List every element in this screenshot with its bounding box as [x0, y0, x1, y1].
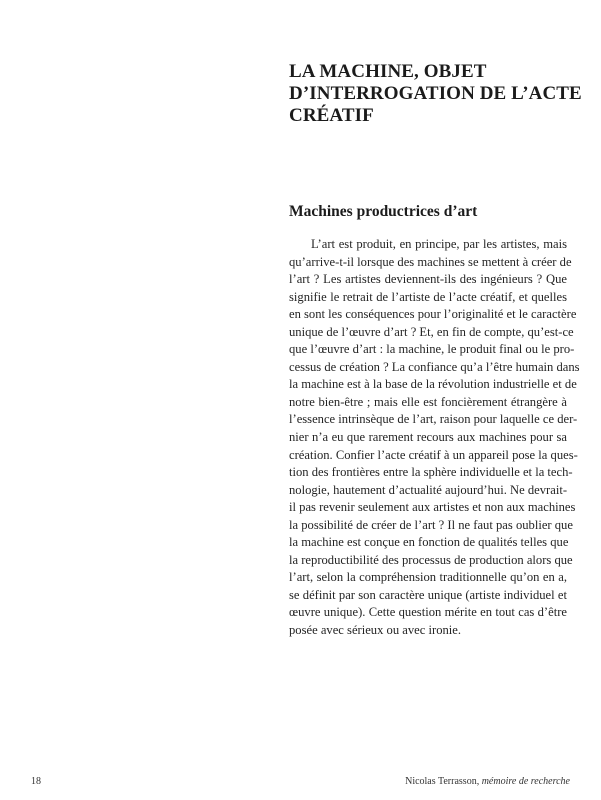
body-line: il pas revenir seulement aux artistes et non aux machines [289, 500, 576, 515]
footer-work-title: mémoire de recherche [481, 776, 570, 787]
body-line: en sont les conséquences pour l’originalité et le caractère [289, 307, 577, 322]
body-line: signifie le retrait de l’artiste de l’acte créatif, et quelles [289, 289, 567, 304]
body-line: nier n’a eu que rarement recours aux machines pour sa [289, 430, 567, 445]
body-line: unique de l’œuvre d’art ? Et, en fin de compte, qu’est-ce [289, 324, 574, 339]
chapter-title-line: D’INTERROGATION DE L’ACTE [289, 83, 582, 104]
body-line: la possibilité de créer de l’art ? Il ne faut pas oublier que [289, 517, 573, 532]
body-line: cessus de création ? La confiance qu’a l’être humain dans [289, 359, 580, 374]
body-line: L’art est produit, en principe, par les artistes, mais [311, 237, 567, 251]
body-paragraph [289, 236, 580, 640]
body-line: la reproductibilité des processus de production alors que [289, 552, 573, 567]
body-line: posée avec sérieux ou avec ironie. [289, 623, 462, 638]
footer-author: Nicolas Terrasson, [405, 776, 482, 787]
body-line: se définit par son caractère unique (artiste individuel et [289, 587, 567, 602]
body-line: nologie, hautement d’actualité aujourd’hui. Ne devrait- [289, 482, 568, 497]
section-title: Machines productrices d’art [289, 203, 478, 220]
body-line: tion des frontières entre la sphère individuelle et la tech- [289, 465, 573, 480]
body-line: l’art, selon la compréhension traditionnelle qu’on en a, [289, 570, 567, 585]
chapter-title [289, 61, 582, 127]
body-line: notre bien-être ; mais elle est foncièrement étrangère à [289, 394, 567, 409]
body-line: que l’œuvre d’art : la machine, le produit final ou le pro- [289, 342, 575, 357]
body-line: l’art ? Les artistes deviennent-ils des ingénieurs ? Que [289, 272, 567, 287]
body-line: création. Confier l’acte créatif à un appareil pose la ques- [289, 447, 578, 462]
chapter-title-line: LA MACHINE, OBJET [289, 61, 487, 82]
running-footer [405, 776, 570, 788]
body-line: la machine est conçue en fonction de qualités telles que [289, 535, 569, 550]
body-line: œuvre unique). Cette question mérite en tout cas d’être [289, 605, 567, 620]
chapter-title-line: CRÉATIF [289, 105, 374, 126]
page-number: 18 [31, 776, 41, 787]
body-line: l’essence intrinsèque de l’art, raison pour laquelle ce der- [289, 412, 578, 427]
body-line: la machine est à la base de la révolution industrielle et de [289, 377, 577, 392]
body-line: qu’arrive-t-il lorsque des machines se mettent à créer de [289, 254, 572, 269]
